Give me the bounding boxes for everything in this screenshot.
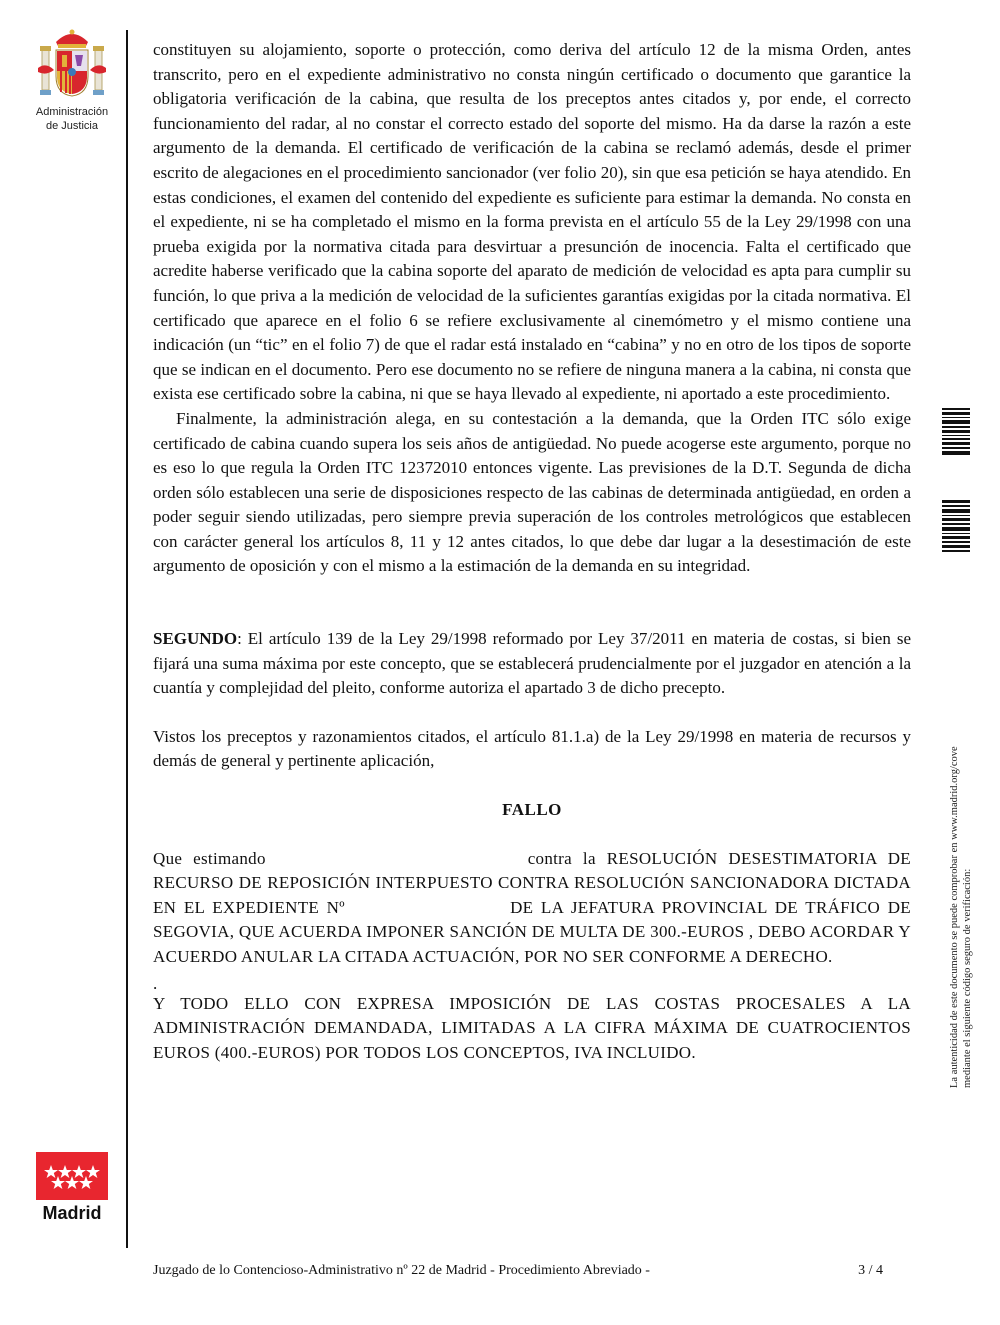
fallo-part2: contra la RESOLUCIÓN DESESTIMATORIA DE RECURSO DE REPOSICIÓN INTERPUESTO CONTRA RESOLUCIÓN SANCIONADORA DICTADA EN EL EXPEDIENTE Nº [153, 848, 911, 917]
paragraph-fallo [153, 847, 911, 970]
madrid-label: Madrid [42, 1203, 102, 1223]
verification-line1: La autenticidad de este documento se puede comprobar en www.madrid.org/cove [949, 746, 960, 1088]
paragraph-cabina: constituyen su alojamiento, soporte o protección, como deriva del artículo 12 de la misma Orden, antes transcrito, pero en el expediente administrativo no consta ningún certificado o documento que garantice la obligatoria verificación de la cabina, que resulta de los preceptos antes citados y, por ende, el correcto funcionamiento del radar, al no constar el correcto estado del soporte del mismo. Ha da darse la razón a este argumento de la demanda. El certificado de verificación de la cabina se reclamó además, desde el primer escrito de alegaciones en el procedimiento sancionador (ver folio 20), sin que esa petición se haya atendido. En estas condiciones, el examen del contenido del expediente es suficiente para estimar la demanda. No consta en el expediente, ni se ha completado el mismo en la forma prevista en el artículo 55 de la Ley 29/1998 con una prueba exigida por la normativa citada para desvirtuar a presunción de inocencia. Falta el certificado que acredite haberse verificado que la cabina soporte del aparato de medición de velocidad es apta para cumplir su función, lo que priva a la medición de velocidad de la suficientes garantías exigidas por la citada normativa. El certificado que aparece en el folio 6 se refiere exclusivamente al cinemómetro y el mismo contiene una indicación (un “tic” en el folio 7) de que el radar está instalado en “cabina” y no en otro de los tipos de soporte que se indican en el documento. Pero ese documento no se refiere de ninguna manera a la cabina, ni consta que exista ese certificado sobre la cabina, ni que se haya llevado al expediente, ni aportado a este procedimiento. [153, 40, 911, 404]
verification-line2: mediante el siguiente código seguro de verificación: [962, 868, 973, 1088]
margin-rule [126, 30, 128, 1248]
fallo-intro: Que estimando [153, 848, 266, 868]
paragraph-costas: Y TODO ELLO CON EXPRESA IMPOSICIÓN DE LAS COSTAS PROCESALES A LA ADMINISTRACIÓN DEMANDADA, LIMITADAS A LA CIFRA MÁXIMA DE CUATROCIENTOS EUROS (400.-EUROS) POR TODOS LOS CONCEPTOS, IVA INCLUIDO. [153, 993, 911, 1062]
paragraph-vistos: Vistos los preceptos y razonamientos citados, el artículo 81.1.a) de la Ley 29/1998 en materia de recursos y demás de general y pertinente aplicación, [153, 726, 911, 771]
verification-text [948, 578, 974, 1088]
fallo-part3: DE LA JEFATURA PROVINCIAL DE TRÁFICO DE SEGOVIA, QUE ACUERDA IMPONER SANCIÓN DE MULTA DE 300.-EUROS , DEBO ACORDAR Y ACUERDO ANULAR LA CITADA ACTUACIÓN, POR NO SER CONFORME A DERECHO. [153, 897, 911, 966]
segundo-text: : El artículo 139 de la Ley 29/1998 reformado por Ley 37/2011 en materia de costas, si bien se fijará una suma máxima por este concepto, que se establecerá prudencialmente por el juzgador en atención a la cuantía y complejidad del pleito, conforme autoriza el apartado 3 de dicho precepto. [153, 629, 911, 698]
logo-caption-line2: de Justicia [46, 120, 98, 132]
stray-dot: . [153, 973, 158, 993]
comunidad-madrid-logo [36, 1152, 108, 1224]
page-footer [153, 1263, 883, 1279]
logo-caption-line1: Administración [35, 106, 109, 118]
madrid-flag-icon [36, 1152, 108, 1200]
verification-strip [938, 400, 978, 1088]
barcode-icon [942, 500, 970, 558]
paragraph-finalmente: Finalmente, la administración alega, en su contestación a la demanda, que la Orden ITC sólo exige certificado de cabina cuando supera los seis años de antigüedad. No puede acogerse este argumento, porque no es eso lo que regula la Orden ITC 12372010 entonces vigente. Las previsiones de la D.T. Segunda de dicha orden sólo establecen una serie de disposiciones respecto de las cabinas de determinada antigüedad, en orden a poder seguir siendo utilizadas, pero siempre previa superación de los controles metrológicos que establecen con carácter general los artículos 8, 11 y 12 antes citados, lo que debe dar lugar a la desestimación de este argumento de oposición y con el mismo a la estimación de la demanda en su integridad. [153, 408, 911, 576]
fallo-heading: FALLO [502, 800, 562, 820]
page-number: 3 / 4 [858, 1263, 883, 1278]
spanish-coat-of-arms-icon [34, 28, 110, 104]
footer-court: Juzgado de lo Contencioso-Administrativo nº 22 de Madrid - Procedimiento Abreviado - [153, 1263, 650, 1278]
paragraph-segundo [153, 627, 911, 701]
segundo-label: SEGUNDO [153, 629, 238, 649]
document-body [153, 38, 911, 1065]
barcode-icon [942, 408, 970, 458]
stars-icon [36, 1152, 108, 1200]
administracion-justicia-logo [30, 28, 114, 132]
redacted-expediente-number [352, 896, 502, 921]
redacted-party [277, 847, 517, 872]
